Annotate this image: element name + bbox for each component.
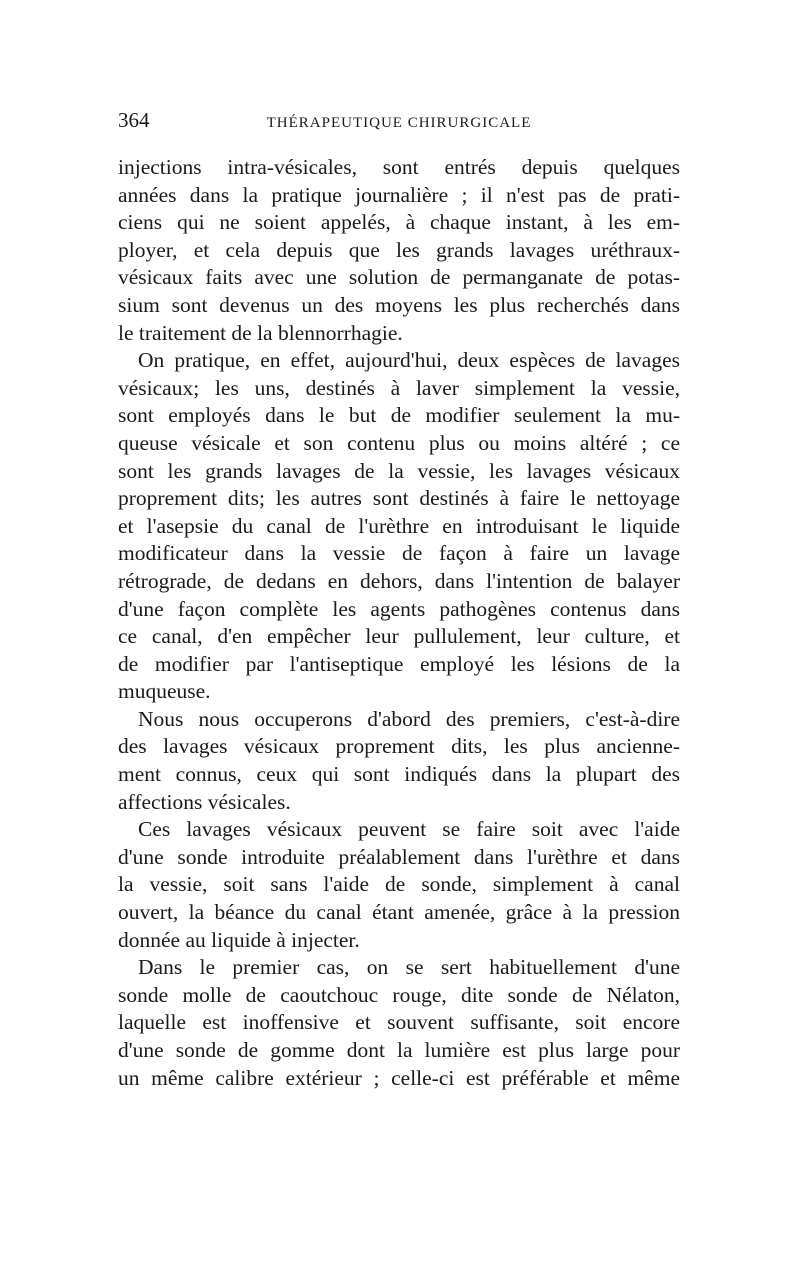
text-line: et l'asepsie du canal de l'urèthre en introduisant le liquide — [118, 513, 680, 538]
text-line: la vessie, soit sans l'aide de sonde, simplement à canal — [118, 872, 680, 897]
text-line: affections vésicales. — [118, 789, 291, 814]
text-line: proprement dits; les autres sont destinés à faire le nettoyage — [118, 486, 680, 511]
text-line: Dans le premier cas, on se sert habituellement d'une — [138, 955, 680, 980]
text-line: d'une sonde de gomme dont la lumière est plus large pour — [118, 1038, 680, 1062]
book-page — [118, 108, 680, 1092]
page-header — [118, 108, 680, 140]
text-line: d'une façon complète les agents pathogènes contenus dans — [118, 596, 680, 621]
text-line: ouvert, la béance du canal étant amenée, grâce à la pression — [118, 900, 680, 925]
text-line: laquelle est inoffensive et souvent suffisante, soit encore — [118, 1010, 680, 1035]
paragraph — [118, 706, 680, 816]
text-line: d'une sonde introduite préalablement dans l'urèthre et dans — [118, 844, 680, 869]
text-line: le traitement de la blennorrhagie. — [118, 320, 403, 345]
text-line: injections intra-vésicales, sont entrés depuis quelques — [118, 155, 680, 179]
text-line: ce canal, d'en empêcher leur pullulement, leur culture, et — [118, 624, 680, 649]
text-line: ciens qui ne soient appelés, à chaque instant, à les em- — [118, 210, 680, 235]
paragraph — [118, 347, 680, 706]
text-line: de modifier par l'antiseptique employé les lésions de la — [118, 651, 680, 676]
text-line: sonde molle de caoutchouc rouge, dite sonde de Nélaton, — [118, 982, 680, 1007]
text-line: muqueuse. — [118, 679, 211, 704]
text-line: des lavages vésicaux proprement dits, les plus ancienne- — [118, 734, 680, 759]
text-line: donnée au liquide à injecter. — [118, 927, 360, 952]
running-title: THÉRAPEUTIQUE CHIRURGICALE — [266, 115, 532, 131]
text-line: sont les grands lavages de la vessie, les lavages vésicaux — [118, 458, 680, 483]
text-line: Ces lavages vésicaux peuvent se faire soit avec l'aide — [138, 817, 680, 842]
text-line: modificateur dans la vessie de façon à faire un lavage — [118, 541, 680, 566]
paragraph — [118, 954, 680, 1092]
text-line: ment connus, ceux qui sont indiqués dans la plupart des — [118, 762, 680, 787]
text-line: Nous nous occuperons d'abord des premiers, c'est-à-dire — [138, 706, 680, 731]
body-text — [118, 154, 680, 1092]
text-line: années dans la pratique journalière ; il n'est pas de prati- — [118, 182, 680, 207]
text-line: sium sont devenus un des moyens les plus recherchés dans — [118, 292, 680, 317]
text-line: ployer, et cela depuis que les grands lavages uréthraux- — [118, 237, 680, 262]
text-line: vésicaux; les uns, destinés à laver simplement la vessie, — [118, 375, 680, 400]
text-line: rétrograde, de dedans en dehors, dans l'intention de balayer — [118, 568, 680, 593]
text-line: vésicaux faits avec une solution de permanganate de potas- — [118, 265, 680, 290]
text-line: On pratique, en effet, aujourd'hui, deux espèces de lavages — [138, 348, 680, 373]
paragraph — [118, 154, 680, 347]
paragraph — [118, 816, 680, 954]
text-line: sont employés dans le but de modifier seulement la mu- — [118, 403, 680, 428]
text-line: un même calibre extérieur ; celle-ci est préférable et même — [118, 1065, 680, 1090]
page-number: 364 — [118, 108, 150, 132]
text-line: queuse vésicale et son contenu plus ou moins altéré ; ce — [118, 430, 680, 455]
